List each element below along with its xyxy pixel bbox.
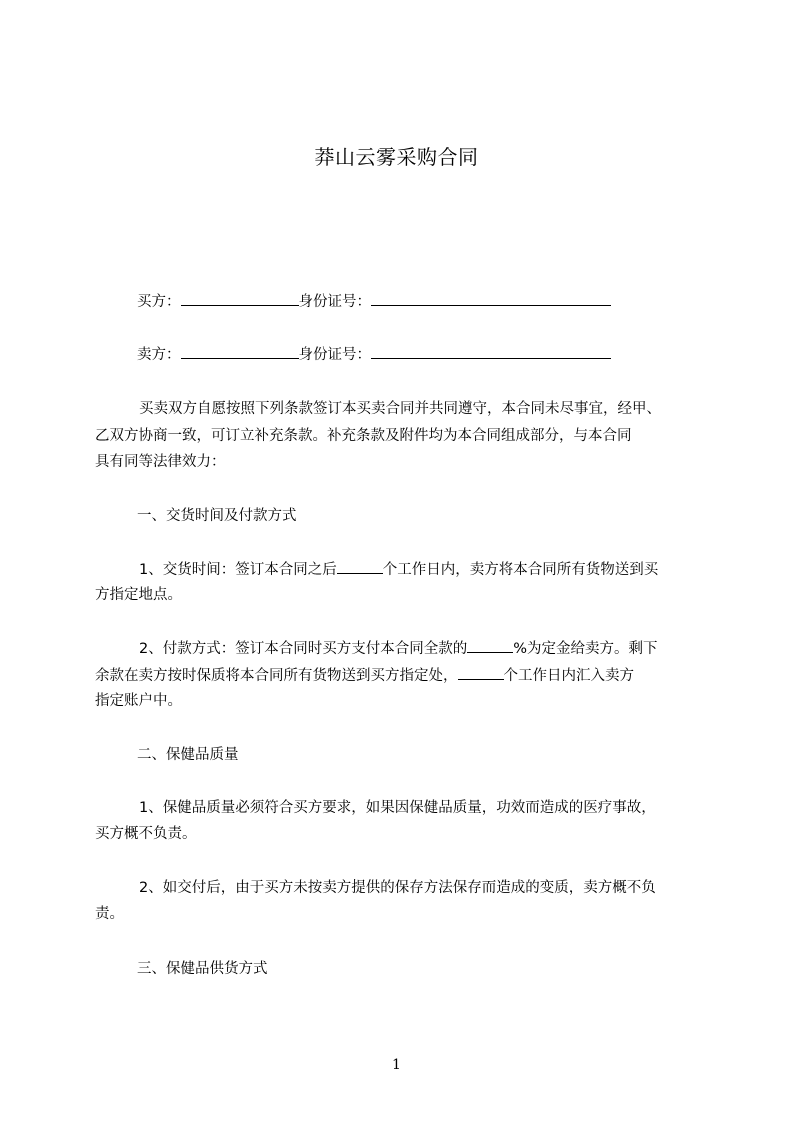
clause-2-1-line-1: 1、保健品质量必须符合买方要求，如果因保健品质量，功效而造成的医疗事故， xyxy=(139,800,656,816)
section-3-heading: 三、保健品供货方式 xyxy=(137,961,268,977)
section-1-heading: 一、交货时间及付款方式 xyxy=(137,508,297,524)
clause-1-2-text-b: %为定金给卖方。剩下 xyxy=(513,641,658,657)
intro-line-2: 乙双方协商一致，可订立补充条款。补充条款及附件均为本合同组成部分，与本合同 xyxy=(95,428,632,444)
intro-line-1: 买卖双方自愿按照下列条款签订本买卖合同并共同遵守，本合同未尽事宜，经甲、 xyxy=(139,401,661,417)
seller-line xyxy=(95,344,753,365)
buyer-line xyxy=(95,291,753,312)
clause-1-1-text-a: 1、交货时间：签订本合同之后 xyxy=(139,562,337,578)
page-title: 莽山云雾采购合同 xyxy=(314,145,479,169)
clause-1-2-line-3: 指定账户中。 xyxy=(95,693,182,709)
clause-1-2-text-d: 个工作日内汇入卖方 xyxy=(503,668,634,684)
clause-1-1-line-1 xyxy=(95,559,755,580)
clause-1-1-line-2: 方指定地点。 xyxy=(95,587,182,603)
delivery-days-blank[interactable] xyxy=(337,559,383,574)
deposit-percent-blank[interactable] xyxy=(467,638,513,653)
clause-1-1-text-b: 个工作日内，卖方将本合同所有货物送到买 xyxy=(382,562,659,578)
seller-id-blank[interactable] xyxy=(371,344,611,359)
clause-2-2-line-1: 2、如交付后，由于买方未按卖方提供的保存方法保存而造成的变质，卖方概不负 xyxy=(139,880,656,896)
clause-1-2-text-a: 2、付款方式：签订本合同时买方支付本合同全款的 xyxy=(139,641,468,657)
seller-name-blank[interactable] xyxy=(181,344,299,359)
clause-1-2-line-1 xyxy=(95,638,755,659)
clause-2-2-line-2: 责。 xyxy=(95,906,124,922)
buyer-name-blank[interactable] xyxy=(181,291,299,306)
seller-label: 卖方： xyxy=(137,347,181,363)
buyer-id-blank[interactable] xyxy=(371,291,611,306)
buyer-label: 买方： xyxy=(137,294,181,310)
page-number: 1 xyxy=(392,1057,401,1073)
clause-1-2-line-2 xyxy=(95,665,711,686)
clause-2-1-line-2: 买方概不负责。 xyxy=(95,826,197,842)
seller-id-label: 身份证号： xyxy=(298,347,371,363)
clause-1-2-text-c: 余款在卖方按时保质将本合同所有货物送到买方指定处， xyxy=(95,668,458,684)
buyer-id-label: 身份证号： xyxy=(298,294,371,310)
payment-days-blank[interactable] xyxy=(458,665,504,680)
intro-line-3: 具有同等法律效力： xyxy=(95,454,226,470)
section-2-heading: 二、保健品质量 xyxy=(137,747,239,763)
